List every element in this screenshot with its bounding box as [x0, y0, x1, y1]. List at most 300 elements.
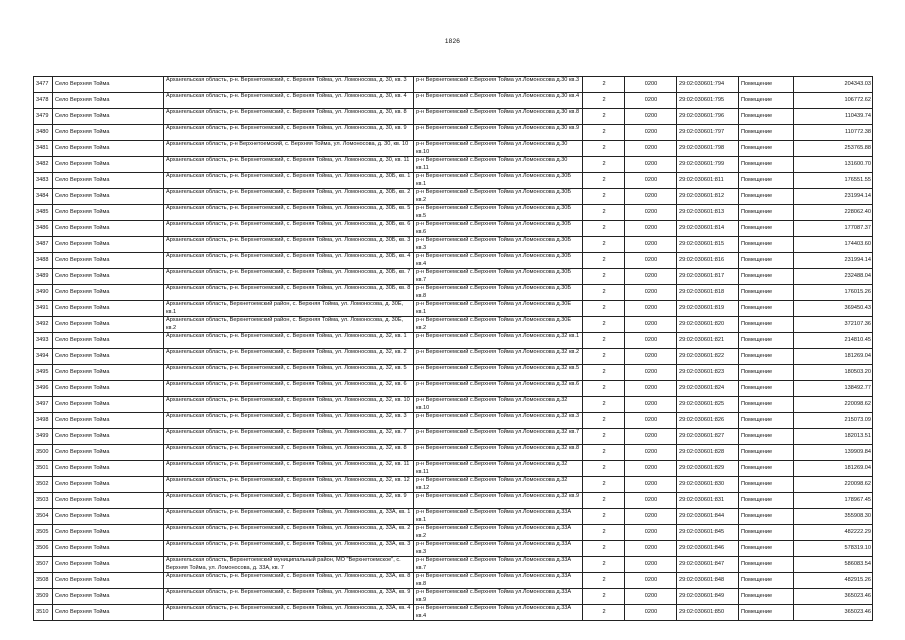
value-cell: 232488.04 [794, 269, 873, 285]
object-type-cell: Помещение [739, 525, 794, 541]
address-cell: Архангельская область, р-н. Верхнетоемский, с. Верхняя Тойма, ул. Ломоносова, д. 30Б, кв. 6 [164, 221, 414, 237]
table-row [34, 605, 873, 621]
object-type-cell: Помещение [739, 397, 794, 413]
settlement-cell: Село Верхняя Тойма [53, 557, 164, 573]
object-type-cell: Помещение [739, 349, 794, 365]
address-cell: Архангельская область, р-н. Верхнетоемский, с. Верхняя Тойма, ул. Ломоносова, д. 33А, кв. 3 [164, 541, 414, 557]
code-cell: 0200 [625, 589, 677, 605]
code-cell: 0200 [625, 381, 677, 397]
value-cell: 355908.30 [794, 509, 873, 525]
address-cell: Архангельская область, р-н. Верхнетоемский, с. Верхняя Тойма, ул. Ломоносова, д. 30Б, кв. 5 [164, 205, 414, 221]
address-cell: Архангельская область, р-н. Верхнетоемский, с. Верхняя Тойма, ул. Ломоносова, д. 33А, кв. 2 [164, 525, 414, 541]
short-address-cell: р-н Верхнетоемский с.Верхняя Тойма ул.Ломоносова д.33А кв.9 [414, 589, 583, 605]
row-number-cell: 3496 [34, 381, 53, 397]
settlement-cell: Село Верхняя Тойма [53, 141, 164, 157]
cadastral-number-cell: 29:02:030601:794 [677, 77, 739, 93]
quantity-cell: 2 [583, 93, 625, 109]
short-address-cell: р-н Верхнетоемский с.Верхняя Тойма ул.Ломоносова д.30Б кв.8 [414, 285, 583, 301]
code-cell: 0200 [625, 109, 677, 125]
row-number-cell: 3481 [34, 141, 53, 157]
row-number-cell: 3482 [34, 157, 53, 173]
short-address-cell: р-н Верхнетоемский с.Верхняя Тойма ул.Ломоносова д.30 кв.9 [414, 125, 583, 141]
table-row [34, 221, 873, 237]
address-cell: Архангельская область, р-н. Верхнетоемский, с. Верхняя Тойма, ул. Ломоносова, д. 30Б, кв. 8 [164, 285, 414, 301]
address-cell: Архангельская область, р-н. Верхнетоемский, с. Верхняя Тойма, ул. Ломоносова, д. 30Б, кв. 2 [164, 189, 414, 205]
table-row [34, 237, 873, 253]
table-row [34, 125, 873, 141]
settlement-cell: Село Верхняя Тойма [53, 445, 164, 461]
object-type-cell: Помещение [739, 445, 794, 461]
row-number-cell: 3506 [34, 541, 53, 557]
quantity-cell: 2 [583, 477, 625, 493]
short-address-cell: р-н Верхнетоемский с.Верхняя Тойма ул.Ломоносова д.32 кв.1 [414, 333, 583, 349]
object-type-cell: Помещение [739, 205, 794, 221]
settlement-cell: Село Верхняя Тойма [53, 205, 164, 221]
object-type-cell: Помещение [739, 109, 794, 125]
settlement-cell: Село Верхняя Тойма [53, 301, 164, 317]
address-cell: Архангельская область, р-н. Верхнетоемский, с. Верхняя Тойма, ул. Ломоносова, д. 30Б, кв. 3 [164, 237, 414, 253]
table-row [34, 189, 873, 205]
code-cell: 0200 [625, 237, 677, 253]
settlement-cell: Село Верхняя Тойма [53, 333, 164, 349]
address-cell: Архангельская область, р-н. Верхнетоемский, с. Верхняя Тойма, ул. Ломоносова, д. 30Б, кв. 1 [164, 173, 414, 189]
quantity-cell: 2 [583, 461, 625, 477]
object-type-cell: Помещение [739, 77, 794, 93]
short-address-cell: р-н Верхнетоемский с.Верхняя Тойма ул.Ломоносова д.33А кв.4 [414, 605, 583, 621]
object-type-cell: Помещение [739, 493, 794, 509]
address-cell: Архангельская область, р-н. Верхнетоемский, с. Верхняя Тойма, ул. Ломоносова, д. 33А, кв. 4 [164, 605, 414, 621]
short-address-cell: р-н Верхнетоемский с.Верхняя Тойма ул.Ломоносова д.32 кв.8 [414, 445, 583, 461]
row-number-cell: 3503 [34, 493, 53, 509]
table-row [34, 365, 873, 381]
code-cell: 0200 [625, 125, 677, 141]
row-number-cell: 3485 [34, 205, 53, 221]
cadastral-number-cell: 29:02:030601:817 [677, 269, 739, 285]
quantity-cell: 2 [583, 493, 625, 509]
code-cell: 0200 [625, 333, 677, 349]
short-address-cell: р-н Верхнетоемский с.Верхняя Тойма ул.Ломоносова д.30 кв.8 [414, 109, 583, 125]
table-row [34, 333, 873, 349]
row-number-cell: 3499 [34, 429, 53, 445]
quantity-cell: 2 [583, 557, 625, 573]
code-cell: 0200 [625, 413, 677, 429]
table-row [34, 445, 873, 461]
object-type-cell: Помещение [739, 509, 794, 525]
table-row [34, 413, 873, 429]
settlement-cell: Село Верхняя Тойма [53, 477, 164, 493]
row-number-cell: 3509 [34, 589, 53, 605]
row-number-cell: 3498 [34, 413, 53, 429]
address-cell: Архангельская область, р-н. Верхнетоемский, с. Верхняя Тойма, ул. Ломоносова, д. 32, кв. 2 [164, 349, 414, 365]
short-address-cell: р-н Верхнетоемский с.Верхняя Тойма ул.Ломоносова д.33А кв.2 [414, 525, 583, 541]
short-address-cell: р-н Верхнетоемский с.Верхняя Тойма ул.Ломоносова д.30Б кв.4 [414, 253, 583, 269]
value-cell: 220098.62 [794, 477, 873, 493]
value-cell: 482915.26 [794, 573, 873, 589]
object-type-cell: Помещение [739, 189, 794, 205]
settlement-cell: Село Верхняя Тойма [53, 173, 164, 189]
value-cell: 215073.09 [794, 413, 873, 429]
code-cell: 0200 [625, 77, 677, 93]
quantity-cell: 2 [583, 285, 625, 301]
short-address-cell: р-н Верхнетоемский с.Верхняя Тойма ул.Ломоносова д.33А кв.8 [414, 573, 583, 589]
object-type-cell: Помещение [739, 253, 794, 269]
quantity-cell: 2 [583, 605, 625, 621]
short-address-cell: р-н Верхнетоемский с.Верхняя Тойма ул.Ломоносова д.32 кв.11 [414, 461, 583, 477]
address-cell: Архангельская область, р-н. Верхнетоемский, с. Верхняя Тойма, ул. Ломоносова, д. 33А, кв. 1 [164, 509, 414, 525]
short-address-cell: р-н Верхнетоемский с.Верхняя Тойма ул.Ломоносова д.30Б кв.1 [414, 173, 583, 189]
cadastral-number-cell: 29:02:030601:827 [677, 429, 739, 445]
cadastral-number-cell: 29:02:030601:820 [677, 317, 739, 333]
cadastral-number-cell: 29:02:030601:796 [677, 109, 739, 125]
table-row [34, 285, 873, 301]
cadastral-number-cell: 29:02:030601:822 [677, 349, 739, 365]
quantity-cell: 2 [583, 173, 625, 189]
settlement-cell: Село Верхняя Тойма [53, 93, 164, 109]
address-cell: Архангельская область, р-н. Верхнетоемский, с. Верхняя Тойма, ул. Ломоносова, д. 33А, кв. 9 [164, 589, 414, 605]
address-cell: Архангельская область, р-н Верхнетоемский, с. Верхняя Тойма, ул. Ломоносова, д. 30, кв. 10 [164, 141, 414, 157]
address-cell: Архангельская область, р-н. Верхнетоемский, с. Верхняя Тойма, ул. Ломоносова, д. 30, кв. 8 [164, 109, 414, 125]
short-address-cell: р-н Верхнетоемский с.Верхняя Тойма ул.Ломоносова д.33А кв.1 [414, 509, 583, 525]
code-cell: 0200 [625, 173, 677, 189]
object-type-cell: Помещение [739, 461, 794, 477]
value-cell: 110772.38 [794, 125, 873, 141]
value-cell: 176551.55 [794, 173, 873, 189]
quantity-cell: 2 [583, 125, 625, 141]
object-type-cell: Помещение [739, 605, 794, 621]
short-address-cell: р-н Верхнетоемский с.Верхняя Тойма ул.Ломоносова д.32 кв.7 [414, 429, 583, 445]
row-number-cell: 3502 [34, 477, 53, 493]
object-type-cell: Помещение [739, 333, 794, 349]
row-number-cell: 3489 [34, 269, 53, 285]
cadastral-number-cell: 29:02:030601:846 [677, 541, 739, 557]
object-type-cell: Помещение [739, 573, 794, 589]
quantity-cell: 2 [583, 509, 625, 525]
object-type-cell: Помещение [739, 269, 794, 285]
object-type-cell: Помещение [739, 557, 794, 573]
address-cell: Архангельская область, р-н. Верхнетоемский, с. Верхняя Тойма, ул. Ломоносова, д. 33А, кв. 8 [164, 573, 414, 589]
settlement-cell: Село Верхняя Тойма [53, 221, 164, 237]
code-cell: 0200 [625, 509, 677, 525]
value-cell: 139909.84 [794, 445, 873, 461]
code-cell: 0200 [625, 493, 677, 509]
table-row [34, 269, 873, 285]
short-address-cell: р-н Верхнетоемский с.Верхняя Тойма ул.Ломоносова д.30Б кв.7 [414, 269, 583, 285]
value-cell: 204343.03 [794, 77, 873, 93]
quantity-cell: 2 [583, 397, 625, 413]
value-cell: 131600.70 [794, 157, 873, 173]
address-cell: Архангельская область, р-н. Верхнетоемский, с. Верхняя Тойма, ул. Ломоносова, д. 30Б, кв. 7 [164, 269, 414, 285]
settlement-cell: Село Верхняя Тойма [53, 253, 164, 269]
code-cell: 0200 [625, 525, 677, 541]
table-row [34, 397, 873, 413]
value-cell: 228062.40 [794, 205, 873, 221]
row-number-cell: 3491 [34, 301, 53, 317]
quantity-cell: 2 [583, 237, 625, 253]
quantity-cell: 2 [583, 541, 625, 557]
row-number-cell: 3492 [34, 317, 53, 333]
table-row [34, 301, 873, 317]
table-row [34, 429, 873, 445]
row-number-cell: 3508 [34, 573, 53, 589]
short-address-cell: р-н Верхнетоемский с.Верхняя Тойма ул.Ломоносова д.32 кв.5 [414, 365, 583, 381]
cadastral-number-cell: 29:02:030601:812 [677, 189, 739, 205]
registry-table [33, 76, 873, 621]
row-number-cell: 3486 [34, 221, 53, 237]
quantity-cell: 2 [583, 77, 625, 93]
cadastral-number-cell: 29:02:030601:819 [677, 301, 739, 317]
address-cell: Архангельская область, р-н. Верхнетоемский, с. Верхняя Тойма, ул. Ломоносова, д. 30Б, кв. 4 [164, 253, 414, 269]
short-address-cell: р-н Верхнетоемский с.Верхняя Тойма ул.Ломоносова д.30Б кв.6 [414, 221, 583, 237]
code-cell: 0200 [625, 205, 677, 221]
table-row [34, 173, 873, 189]
row-number-cell: 3483 [34, 173, 53, 189]
row-number-cell: 3484 [34, 189, 53, 205]
table-row [34, 109, 873, 125]
code-cell: 0200 [625, 573, 677, 589]
object-type-cell: Помещение [739, 237, 794, 253]
short-address-cell: р-н Верхнетоемский с.Верхняя Тойма ул.Ломоносова д.32 кв.12 [414, 477, 583, 493]
short-address-cell: р-н Верхнетоемский с.Верхняя Тойма ул.Ломоносова д.30Е кв.1 [414, 301, 583, 317]
quantity-cell: 2 [583, 381, 625, 397]
settlement-cell: Село Верхняя Тойма [53, 381, 164, 397]
object-type-cell: Помещение [739, 285, 794, 301]
cadastral-number-cell: 29:02:030601:797 [677, 125, 739, 141]
code-cell: 0200 [625, 445, 677, 461]
quantity-cell: 2 [583, 205, 625, 221]
table-row [34, 493, 873, 509]
quantity-cell: 2 [583, 445, 625, 461]
cadastral-number-cell: 29:02:030601:825 [677, 397, 739, 413]
object-type-cell: Помещение [739, 589, 794, 605]
settlement-cell: Село Верхняя Тойма [53, 397, 164, 413]
cadastral-number-cell: 29:02:030601:813 [677, 205, 739, 221]
settlement-cell: Село Верхняя Тойма [53, 317, 164, 333]
quantity-cell: 2 [583, 221, 625, 237]
object-type-cell: Помещение [739, 125, 794, 141]
short-address-cell: р-н Верхнетоемский с.Верхняя Тойма ул.Ломоносова д.32 кв.6 [414, 381, 583, 397]
address-cell: Архангельская область, р-н. Верхнетоемский, с. Верхняя Тойма, ул. Ломоносова, д. 32, кв. 6 [164, 381, 414, 397]
quantity-cell: 2 [583, 365, 625, 381]
short-address-cell: р-н Верхнетоемский с.Верхняя Тойма ул.Ломоносова д.30Б кв.2 [414, 189, 583, 205]
settlement-cell: Село Верхняя Тойма [53, 109, 164, 125]
value-cell: 181269.04 [794, 349, 873, 365]
short-address-cell: р-н Верхнетоемский с.Верхняя Тойма ул.Ломоносова д.30Б кв.3 [414, 237, 583, 253]
value-cell: 214810.45 [794, 333, 873, 349]
address-cell: Архангельская область, Верхнетоемский район, с. Верхняя Тойма, ул. Ломоносова, д. 30Е, кв.2 [164, 317, 414, 333]
cadastral-number-cell: 29:02:030601:830 [677, 477, 739, 493]
row-number-cell: 3495 [34, 365, 53, 381]
value-cell: 586083.54 [794, 557, 873, 573]
object-type-cell: Помещение [739, 413, 794, 429]
code-cell: 0200 [625, 397, 677, 413]
row-number-cell: 3487 [34, 237, 53, 253]
quantity-cell: 2 [583, 189, 625, 205]
table-row [34, 477, 873, 493]
code-cell: 0200 [625, 557, 677, 573]
row-number-cell: 3494 [34, 349, 53, 365]
table-row [34, 589, 873, 605]
row-number-cell: 3510 [34, 605, 53, 621]
object-type-cell: Помещение [739, 221, 794, 237]
code-cell: 0200 [625, 253, 677, 269]
short-address-cell: р-н Верхнетоемский с.Верхняя Тойма ул.Ломоносова д.32 кв.2 [414, 349, 583, 365]
address-cell: Архангельская область, р-н. Верхнетоемский, с. Верхняя Тойма, ул. Ломоносова, д. 30, кв. 3 [164, 77, 414, 93]
value-cell: 369450.43 [794, 301, 873, 317]
code-cell: 0200 [625, 349, 677, 365]
settlement-cell: Село Верхняя Тойма [53, 269, 164, 285]
short-address-cell: р-н Верхнетоемский с.Верхняя Тойма ул.Ломоносова д.30 кв.10 [414, 141, 583, 157]
table-row [34, 253, 873, 269]
table-body [34, 77, 873, 621]
address-cell: Архангельская область, р-н. Верхнетоемский, с. Верхняя Тойма, ул. Ломоносова, д. 30, кв. 9 [164, 125, 414, 141]
value-cell: 182013.51 [794, 429, 873, 445]
settlement-cell: Село Верхняя Тойма [53, 509, 164, 525]
cadastral-number-cell: 29:02:030601:829 [677, 461, 739, 477]
code-cell: 0200 [625, 541, 677, 557]
quantity-cell: 2 [583, 349, 625, 365]
code-cell: 0200 [625, 477, 677, 493]
object-type-cell: Помещение [739, 141, 794, 157]
settlement-cell: Село Верхняя Тойма [53, 125, 164, 141]
cadastral-number-cell: 29:02:030601:814 [677, 221, 739, 237]
row-number-cell: 3478 [34, 93, 53, 109]
object-type-cell: Помещение [739, 365, 794, 381]
code-cell: 0200 [625, 93, 677, 109]
quantity-cell: 2 [583, 253, 625, 269]
table-row [34, 509, 873, 525]
value-cell: 365023.46 [794, 605, 873, 621]
table-row [34, 541, 873, 557]
address-cell: Архангельская область, р-н. Верхнетоемский, с. Верхняя Тойма, ул. Ломоносова, д. 32, кв. 9 [164, 493, 414, 509]
value-cell: 482222.29 [794, 525, 873, 541]
value-cell: 372107.36 [794, 317, 873, 333]
cadastral-number-cell: 29:02:030601:818 [677, 285, 739, 301]
row-number-cell: 3480 [34, 125, 53, 141]
settlement-cell: Село Верхняя Тойма [53, 589, 164, 605]
value-cell: 578319.10 [794, 541, 873, 557]
short-address-cell: р-н Верхнетоемский с.Верхняя Тойма ул.Ломоносова д.33А кв.3 [414, 541, 583, 557]
value-cell: 176015.26 [794, 285, 873, 301]
value-cell: 180503.20 [794, 365, 873, 381]
table-row [34, 157, 873, 173]
short-address-cell: р-н Верхнетоемский с.Верхняя Тойма ул.Ломоносова д.32 кв.3 [414, 413, 583, 429]
address-cell: Архангельская область, р-н. Верхнетоемский, с. Верхняя Тойма, ул. Ломоносова, д. 32, кв. 1 [164, 333, 414, 349]
settlement-cell: Село Верхняя Тойма [53, 349, 164, 365]
cadastral-number-cell: 29:02:030601:798 [677, 141, 739, 157]
quantity-cell: 2 [583, 573, 625, 589]
short-address-cell: р-н Верхнетоемский с.Верхняя Тойма ул.Ломоносова д.32 кв.10 [414, 397, 583, 413]
address-cell: Архангельская область, р-н. Верхнетоемский, с. Верхняя Тойма, ул. Ломоносова, д. 32, кв. 5 [164, 365, 414, 381]
table-row [34, 141, 873, 157]
code-cell: 0200 [625, 317, 677, 333]
quantity-cell: 2 [583, 141, 625, 157]
object-type-cell: Помещение [739, 157, 794, 173]
short-address-cell: р-н Верхнетоемский с.Верхняя Тойма ул.Ломоносова д.32 кв.9 [414, 493, 583, 509]
object-type-cell: Помещение [739, 93, 794, 109]
row-number-cell: 3501 [34, 461, 53, 477]
address-cell: Архангельская область, р-н. Верхнетоемский, с. Верхняя Тойма, ул. Ломоносова, д. 32, кв. 12 [164, 477, 414, 493]
object-type-cell: Помещение [739, 301, 794, 317]
address-cell: Архангельская область, р-н. Верхнетоемский, с. Верхняя Тойма, ул. Ломоносова, д. 32, кв. 11 [164, 461, 414, 477]
cadastral-number-cell: 29:02:030601:847 [677, 557, 739, 573]
short-address-cell: р-н Верхнетоемский с.Верхняя Тойма ул.Ломоносова д.30 кв.4 [414, 93, 583, 109]
cadastral-number-cell: 29:02:030601:828 [677, 445, 739, 461]
cadastral-number-cell: 29:02:030601:811 [677, 173, 739, 189]
settlement-cell: Село Верхняя Тойма [53, 541, 164, 557]
quantity-cell: 2 [583, 589, 625, 605]
table-row [34, 461, 873, 477]
row-number-cell: 3497 [34, 397, 53, 413]
value-cell: 253765.88 [794, 141, 873, 157]
value-cell: 174403.60 [794, 237, 873, 253]
table-row [34, 381, 873, 397]
short-address-cell: р-н Верхнетоемский с.Верхняя Тойма ул.Ломоносова д.30 кв.3 [414, 77, 583, 93]
settlement-cell: Село Верхняя Тойма [53, 237, 164, 253]
value-cell: 220098.62 [794, 397, 873, 413]
code-cell: 0200 [625, 301, 677, 317]
settlement-cell: Село Верхняя Тойма [53, 605, 164, 621]
value-cell: 138492.77 [794, 381, 873, 397]
cadastral-number-cell: 29:02:030601:824 [677, 381, 739, 397]
object-type-cell: Помещение [739, 317, 794, 333]
row-number-cell: 3477 [34, 77, 53, 93]
cadastral-number-cell: 29:02:030601:823 [677, 365, 739, 381]
table-row [34, 77, 873, 93]
row-number-cell: 3500 [34, 445, 53, 461]
object-type-cell: Помещение [739, 541, 794, 557]
cadastral-number-cell: 29:02:030601:826 [677, 413, 739, 429]
address-cell: Архангельская область, р-н. Верхнетоемский, с. Верхняя Тойма, ул. Ломоносова, д. 32, кв. 7 [164, 429, 414, 445]
value-cell: 178967.45 [794, 493, 873, 509]
code-cell: 0200 [625, 221, 677, 237]
address-cell: Архангельская область, р-н. Верхнетоемский, с. Верхняя Тойма, ул. Ломоносова, д. 30, кв. 4 [164, 93, 414, 109]
value-cell: 231994.14 [794, 189, 873, 205]
value-cell: 177087.37 [794, 221, 873, 237]
quantity-cell: 2 [583, 269, 625, 285]
value-cell: 110439.74 [794, 109, 873, 125]
cadastral-number-cell: 29:02:030601:844 [677, 509, 739, 525]
address-cell: Архангельская область, р-н. Верхнетоемский, с. Верхняя Тойма, ул. Ломоносова, д. 32, кв. 3 [164, 413, 414, 429]
row-number-cell: 3493 [34, 333, 53, 349]
code-cell: 0200 [625, 285, 677, 301]
quantity-cell: 2 [583, 109, 625, 125]
cadastral-number-cell: 29:02:030601:816 [677, 253, 739, 269]
code-cell: 0200 [625, 605, 677, 621]
address-cell: Архангельская область, р-н. Верхнетоемский, с. Верхняя Тойма, ул. Ломоносова, д. 32, кв. 8 [164, 445, 414, 461]
code-cell: 0200 [625, 269, 677, 285]
cadastral-number-cell: 29:02:030601:850 [677, 605, 739, 621]
address-cell: Архангельская область, Верхнетоемский район, с. Верхняя Тойма, ул. Ломоносова, д. 30Е, кв.1 [164, 301, 414, 317]
settlement-cell: Село Верхняя Тойма [53, 493, 164, 509]
row-number-cell: 3488 [34, 253, 53, 269]
object-type-cell: Помещение [739, 173, 794, 189]
quantity-cell: 2 [583, 429, 625, 445]
cadastral-number-cell: 29:02:030601:821 [677, 333, 739, 349]
table-row [34, 317, 873, 333]
object-type-cell: Помещение [739, 477, 794, 493]
settlement-cell: Село Верхняя Тойма [53, 365, 164, 381]
address-cell: Архангельская область, р-н. Верхнетоемский, с. Верхняя Тойма, ул. Ломоносова, д. 30, кв. 11 [164, 157, 414, 173]
cadastral-number-cell: 29:02:030601:845 [677, 525, 739, 541]
row-number-cell: 3507 [34, 557, 53, 573]
address-cell: Архангельская область, р-н. Верхнетоемский, с. Верхняя Тойма, ул. Ломоносова, д. 32, кв. 10 [164, 397, 414, 413]
settlement-cell: Село Верхняя Тойма [53, 461, 164, 477]
cadastral-number-cell: 29:02:030601:849 [677, 589, 739, 605]
short-address-cell: р-н Верхнетоемский с.Верхняя Тойма ул.Ломоносова д.30Е кв.2 [414, 317, 583, 333]
short-address-cell: р-н Верхнетоемский с.Верхняя Тойма ул.Ломоносова д.30 кв.11 [414, 157, 583, 173]
table-row [34, 573, 873, 589]
code-cell: 0200 [625, 141, 677, 157]
